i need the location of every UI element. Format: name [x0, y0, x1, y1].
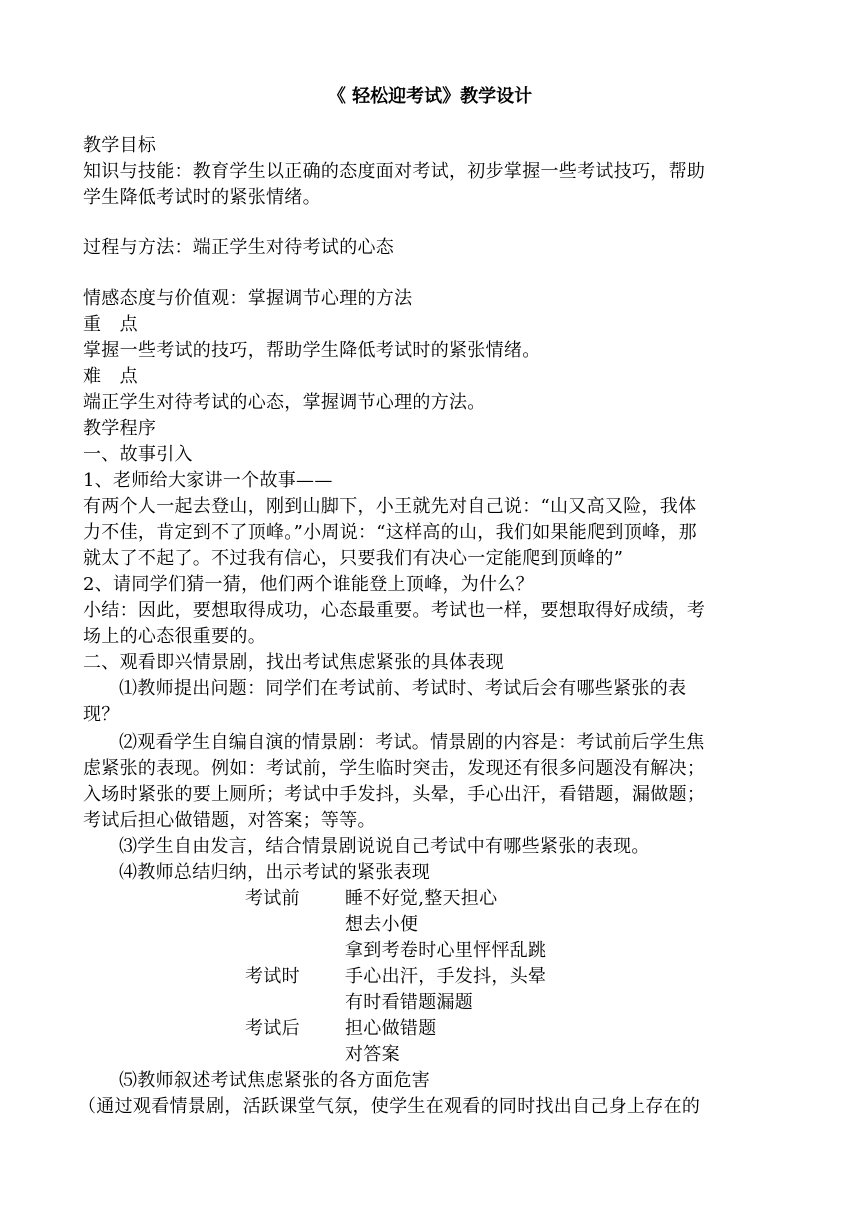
step-1-line-1: ⑴教师提出问题：同学们在考试前、考试时、考试后会有哪些紧张的表 — [119, 678, 687, 699]
during-exam-item: 手心出汗，手发抖，头晕 — [345, 966, 547, 987]
before-exam-item: 睡不好觉,整天担心 — [345, 888, 498, 909]
after-exam-label: 考试后 — [245, 1018, 300, 1039]
step-1-line-2: 现？ — [83, 704, 120, 725]
difficulty-heading: 难 点 — [83, 366, 138, 387]
item-2-heading: 2、请同学们猜一猜，他们两个谁能登上顶峰，为什么？ — [83, 574, 534, 595]
step-2-line-4: 考试后担心做错题，对答案；等等。 — [83, 810, 376, 831]
step-3-line: ⑶学生自由发言，结合情景剧说说自己考试中有哪些紧张的表现。 — [119, 836, 650, 857]
summary-line-1: 小结：因此，要想取得成功，心态最重要。考试也一样，要想取得好成绩，考 — [83, 600, 706, 621]
before-exam-item: 拿到考卷时心里怦怦乱跳 — [345, 940, 547, 961]
story-line-1: 有两个人一起去登山，刚到山脚下，小王就先对自己说：“山又高又险，我体 — [83, 496, 697, 517]
process-method-line: 过程与方法：端正学生对待考试的心态 — [83, 237, 395, 258]
emotion-values-line: 情感态度与价值观：掌握调节心理的方法 — [83, 288, 413, 309]
during-exam-label: 考试时 — [245, 966, 300, 987]
before-exam-item: 想去小便 — [345, 914, 419, 935]
difficulty-text: 端正学生对待考试的心态，掌握调节心理的方法。 — [83, 392, 486, 413]
document-title: 《 轻松迎考试》教学设计 — [327, 86, 533, 107]
knowledge-skills-line-2: 学生降低考试时的紧张情绪。 — [83, 187, 321, 208]
story-line-3: 就太了不起了。不过我有信心，只要我们有决心一定能爬到顶峰的” — [83, 548, 624, 569]
note-line: （通过观看情景剧，活跃课堂气氛，使学生在观看的同时找出自己身上存在的 — [78, 1096, 701, 1117]
after-exam-item: 对答案 — [345, 1044, 400, 1065]
knowledge-skills-line-1: 知识与技能：教育学生以正确的态度面对考试，初步掌握一些考试技巧，帮助 — [83, 161, 706, 182]
step-2-line-3: 入场时紧张的要上厕所；考试中手发抖，头晕，手心出汗，看错题，漏做题； — [83, 784, 706, 805]
procedure-heading: 教学程序 — [83, 418, 157, 439]
key-point-text: 掌握一些考试的技巧，帮助学生降低考试时的紧张情绪。 — [83, 340, 541, 361]
story-line-2: 力不佳，肯定到不了顶峰。”小周说：“这样高的山，我们如果能爬到顶峰，那 — [83, 522, 697, 543]
after-exam-item: 担心做错题 — [345, 1018, 437, 1039]
step-5-line: ⑸教师叙述考试焦虑紧张的各方面危害 — [119, 1070, 431, 1091]
before-exam-label: 考试前 — [245, 888, 300, 909]
during-exam-item: 有时看错题漏题 — [345, 992, 474, 1013]
key-point-heading: 重 点 — [83, 314, 138, 335]
section-1-heading: 一、故事引入 — [83, 444, 193, 465]
section-2-heading: 二、观看即兴情景剧，找出考试焦虑紧张的具体表现 — [83, 652, 504, 673]
step-2-line-1: ⑵观看学生自编自演的情景剧：考试。情景剧的内容是：考试前后学生焦 — [119, 732, 705, 753]
item-1-heading: 1、老师给大家讲一个故事—— — [83, 470, 333, 491]
step-2-line-2: 虑紧张的表现。例如：考试前，学生临时突击，发现还有很多问题没有解决； — [83, 758, 706, 779]
step-4-line: ⑷教师总结归纳，出示考试的紧张表现 — [119, 862, 431, 883]
goals-heading: 教学目标 — [83, 135, 157, 156]
summary-line-2: 场上的心态很重要的。 — [83, 626, 266, 647]
